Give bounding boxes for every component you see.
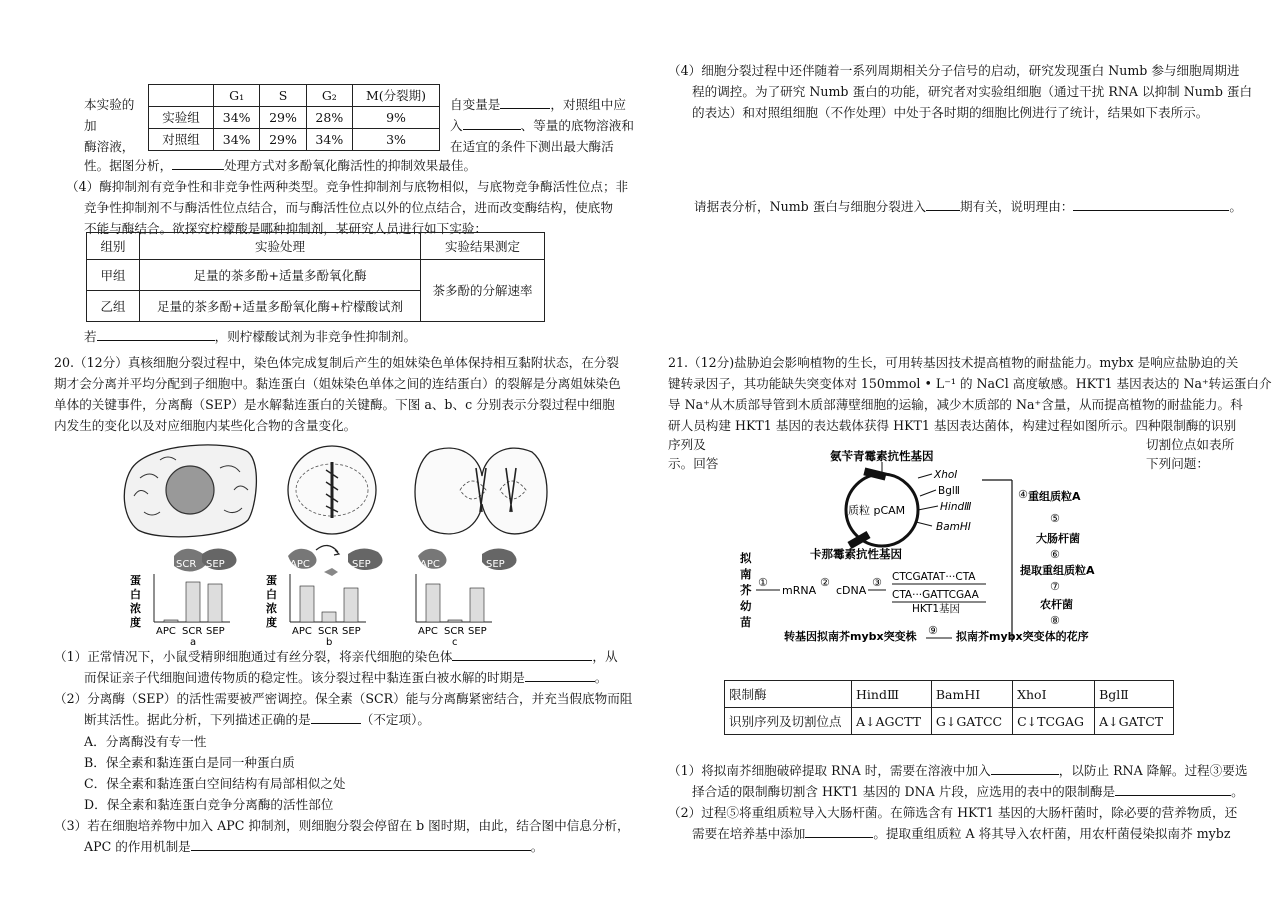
bar-chart-c (416, 574, 492, 622)
q21-text-1: 21.（12分)盐胁迫会影响植物的生长，可用转基因技术提高植物的耐盐能力。mybx 是响应盐胁迫的关 (668, 355, 1239, 370)
bar (208, 584, 222, 622)
q21-text-5b: 切割位点如表所 (1146, 437, 1235, 452)
q21-text-6a: 示。回答 (668, 456, 719, 471)
q4-text-2: 竞争性抑制剂不与酶活性位点结合，而与酶活性位点以外的位点结合，进而改变酶结构，使底物 (84, 200, 613, 215)
q20-1-line-2: 而保证亲子代细胞间遗传物质的稳定性。该分裂过程中黏连蛋白被水解的时期是 。 (84, 667, 607, 688)
agrobacterium-label: 农杆菌 (1040, 598, 1073, 611)
q21-1-line-2: 择合适的限制酶切割含 HKT1 基因的 DNA 片段，应选用的表中的限制酶是 。 (692, 781, 1244, 802)
q21-1-line-1: （1）将拟南芥细胞破碎提取 RNA 时，需要在溶液中加入 ，以防止 RNA 降解。过程③要选 (668, 760, 1247, 781)
q20-2-line-2: 断其活性。据此分析，下列描述正确的是 （不定项）。 (84, 709, 430, 730)
protein-blobs (174, 545, 517, 576)
svg-text:SCR: SCR (182, 626, 203, 637)
svg-text:APC: APC (292, 626, 312, 637)
q3-left-text-1: 本实验的 (84, 97, 135, 112)
svg-text:⑨: ⑨ (928, 624, 938, 637)
answer-blank[interactable] (991, 760, 1059, 775)
protein-label: APC (420, 559, 440, 570)
xho-site: XhoⅠ (934, 469, 958, 481)
protein-label: SEP (206, 559, 225, 570)
kan-resistance-label: 卡那霉素抗性基因 (810, 547, 902, 561)
r-q4-ask: 请据表分析，Numb 蛋白与细胞分裂进入 期有关，说明理由： 。 (694, 196, 1242, 217)
svg-text:蛋: 蛋 (266, 574, 277, 587)
seedling-label (740, 551, 752, 629)
restriction-enzyme-table (724, 680, 1174, 735)
svg-text:c: c (452, 637, 458, 648)
amp-resistance-label: 氨苄青霉素抗性基因 (830, 449, 934, 463)
bar (426, 584, 440, 622)
q3-left-text-2: 加 (84, 118, 97, 133)
table-row: 识别序列及切割位点 A↓AGCTT G↓GATCC C↓TCGAG A↓GATCT (725, 708, 1174, 735)
svg-text:白: 白 (266, 588, 277, 601)
bgl-site: BglⅡ (938, 485, 960, 497)
bar (344, 588, 358, 622)
svg-text:④: ④ (1018, 488, 1028, 501)
svg-text:幼: 幼 (740, 599, 752, 613)
answer-blank[interactable] (1115, 781, 1231, 796)
bar (322, 612, 336, 622)
table-row: 甲组 足量的茶多酚+适量多酚氧化酶 茶多酚的分解速率 (87, 260, 545, 291)
svg-text:白: 白 (130, 588, 141, 601)
answer-blank[interactable] (500, 94, 550, 109)
cell-cycle-table (148, 84, 440, 151)
svg-text:度: 度 (266, 616, 277, 629)
q21-text-5a: 序列及 (668, 437, 706, 452)
mrna-label: mRNA (782, 584, 817, 597)
svg-text:②: ② (820, 576, 830, 589)
bar-chart-a (154, 574, 230, 622)
q20-2-line-1: （2）分离酶（SEP）的活性需要被严密调控。保全素（SCR）能与分离酶紧密结合，并充当假底物而阻 (54, 691, 633, 706)
protein-label: APC (290, 559, 310, 570)
table-row: 乙组 足量的茶多酚+适量多酚氧化酶+柠檬酸试剂 (87, 291, 545, 322)
svg-text:⑧: ⑧ (1050, 614, 1060, 627)
anaphase-cell (415, 448, 547, 534)
q4-text-1: （4）酶抑制剂有竞争性和非竞争性两种类型。竞争性抑制剂与底物相似，与底物竞争酶活性位点；非 (66, 179, 629, 194)
svg-text:SCR: SCR (444, 626, 465, 637)
svg-text:SEP: SEP (342, 626, 361, 637)
bar (186, 582, 200, 622)
svg-text:蛋: 蛋 (130, 574, 141, 587)
inhibitor-experiment-table (86, 232, 545, 322)
bar (448, 620, 462, 622)
transgenic-plant-label: 转基因拟南芥mybx突变株 (784, 630, 917, 643)
bar-chart-b (290, 574, 366, 622)
gene-construction-diagram (736, 448, 1166, 654)
q20-text-1: 20.（12分）真核细胞分裂过程中，染色体完成复制后产生的姐妹染色单体保持相互黏附状态，在分裂 (54, 355, 619, 370)
answer-blank[interactable] (525, 667, 595, 682)
q4-text-3: 不能与酶结合。欲探究柠檬酸是哪种抑制剂，某研究人员进行如下实验： (84, 221, 487, 236)
table-row: 实验组 34% 29% 28% 9% (149, 107, 440, 129)
q3-right-text-3: 在适宜的条件下测出最大酶活 (450, 139, 614, 154)
table-row: G₁ S G₂ M(分裂期) (149, 85, 440, 107)
bam-site: BamHⅠ (936, 521, 971, 533)
svg-text:b: b (326, 637, 333, 648)
r-q4-text-3: 的表达）和对照组细胞（不作处理）中处于各时期的细胞比例进行了统计，结果如下表所示。 (692, 105, 1209, 120)
table-row: 组别 实验处理 实验结果测定 (87, 233, 545, 260)
answer-blank[interactable] (452, 646, 592, 661)
answer-blank[interactable] (805, 823, 873, 838)
cdna-label: cDNA (836, 584, 867, 597)
answer-blank[interactable] (97, 326, 215, 341)
svg-text:浓: 浓 (130, 602, 141, 615)
svg-text:芥: 芥 (740, 583, 752, 597)
table-row: 限制酶 HindⅢ BamHI XhoI BglⅡ (725, 681, 1174, 708)
interphase-cell (124, 445, 256, 537)
svg-text:度: 度 (130, 616, 141, 629)
table-row: 对照组 34% 29% 34% 3% (149, 129, 440, 151)
q21-text-3: 导 Na⁺从木质部导管到木质部薄壁细胞的运输，减少木质部的 Na⁺含量，从而提高植物的耐盐能力。科 (668, 397, 1243, 412)
q21-text-6b: 下列问题： (1146, 456, 1209, 471)
q21-2-line-1: （2）过程⑤将重组质粒导入大肠杆菌。在筛选含有 HKT1 基因的大肠杆菌时，除必要的营养物质，还 (668, 805, 1238, 820)
hkt1-gene-label: HKT1基因 (912, 603, 961, 615)
q3-right-text-1: 自变量是 ，对照组中应 (450, 94, 626, 115)
hind-site: HindⅢ (940, 501, 972, 513)
sequence-top: CTCGATAT···CTA (892, 571, 976, 583)
bar (164, 620, 178, 622)
protein-label: SEP (486, 559, 505, 570)
svg-text:APC: APC (156, 626, 176, 637)
sequence-bottom: CTA···GATTCGAA (892, 589, 979, 601)
bar (470, 588, 484, 622)
protein-label: SEP (352, 559, 371, 570)
option-b: B．保全素和黏连蛋白是同一种蛋白质 (84, 755, 295, 770)
recombinant-plasmid: 重组质粒A (1028, 490, 1081, 503)
svg-text:浓: 浓 (266, 602, 277, 615)
answer-blank[interactable] (172, 155, 224, 170)
option-d: D．保全素和黏连蛋白竞争分离酶的活性部位 (84, 797, 334, 812)
r-q4-text-1: （4）细胞分裂过程中还伴随着一系列周期相关分子信号的启动，研究发现蛋白 Numb 参与细胞周期进 (668, 63, 1240, 78)
q3-line-4: 性。据图分析， 处理方式对多酚氧化酶活性的抑制效果最佳。 (84, 155, 476, 176)
svg-text:①: ① (758, 576, 768, 589)
q21-text-2: 键转录因子，其功能缺失突变体对 150mmol • L⁻¹ 的 NaCl 高度敏感。HKT1 基因表达的 Na⁺转运蛋白介 (668, 376, 1272, 391)
bar (300, 586, 314, 622)
q21-2-line-2: 需要在培养基中添加 。提取重组质粒 A 将其导入农杆菌，用农杆菌侵染拟南芥 mybz (692, 823, 1230, 844)
svg-text:拟: 拟 (740, 551, 752, 565)
svg-text:南: 南 (740, 567, 752, 581)
ecoli-label: 大肠杆菌 (1036, 532, 1080, 545)
protein-label: SCR (176, 559, 197, 570)
svg-text:⑤: ⑤ (1050, 512, 1060, 525)
q20-3-line-2: APC 的作用机制是 。 (84, 836, 543, 857)
q20-1-line-1: （1）正常情况下，小鼠受精卵细胞通过有丝分裂，将亲代细胞的染色体 ，从 (54, 646, 618, 667)
x-tick-labels (156, 626, 487, 637)
q20-text-2: 期才会分离并平均分配到子细胞中。黏连蛋白（姐妹染色单体之间的连结蛋白）的裂解是分离姐妹染色 (54, 376, 621, 391)
svg-text:APC: APC (418, 626, 438, 637)
q20-text-3: 单体的关键事件，分离酶（SEP）是水解黏连蛋白的关键酶。下图 a、b、c 分别表示分裂过程中细胞 (54, 397, 615, 412)
answer-blank[interactable] (1073, 196, 1229, 211)
answer-blank[interactable] (463, 115, 521, 130)
q3-right-text-2: 入 、等量的底物溶液和 (450, 115, 634, 136)
q20-text-4: 内发生的变化以及对应细胞内某些化合物的含量变化。 (54, 418, 357, 433)
plasmid-label: 质粒 pCAM (848, 504, 906, 517)
cell-division-figure (120, 438, 550, 648)
q20-3-line-1: （3）若在细胞培养物中加入 APC 抑制剂，则细胞分裂会停留在 b 图时期，由此，结合图中信息分析， (54, 818, 630, 833)
metaphase-cell (288, 446, 376, 534)
option-a: A．分离酶没有专一性 (84, 734, 207, 749)
answer-blank[interactable] (191, 836, 531, 851)
q3-left-text-3: 酶溶液， (84, 139, 135, 154)
answer-blank[interactable] (311, 709, 361, 724)
option-c: C．保全素和黏连蛋白空间结构有局部相似之处 (84, 776, 346, 791)
svg-text:SCR: SCR (318, 626, 339, 637)
r-q4-text-2: 程的调控。为了研究 Numb 蛋白的功能，研究者对实验组细胞（通过干扰 RNA 以抑制 Numb 蛋白 (692, 84, 1253, 99)
svg-text:a: a (190, 637, 197, 648)
y-axis-titles (130, 573, 277, 629)
svg-text:苗: 苗 (740, 615, 752, 629)
answer-blank[interactable] (926, 196, 960, 211)
svg-text:⑦: ⑦ (1050, 580, 1060, 593)
q4-conclusion: 若 ，则柠檬酸试剂为非竞争性抑制剂。 (84, 326, 416, 347)
svg-text:⑥: ⑥ (1050, 548, 1060, 561)
inflorescence-label: 拟南芥mybx突变体的花序 (956, 630, 1089, 643)
svg-text:SEP: SEP (468, 626, 487, 637)
svg-text:③: ③ (872, 576, 882, 589)
extract-label: 提取重组质粒A (1020, 564, 1095, 577)
q21-text-4: 研人员构建 HKT1 基因的表达载体获得 HKT1 基因表达菌体，构建过程如图所示。四种限制酶的识别 (668, 418, 1237, 433)
svg-text:SEP: SEP (206, 626, 225, 637)
